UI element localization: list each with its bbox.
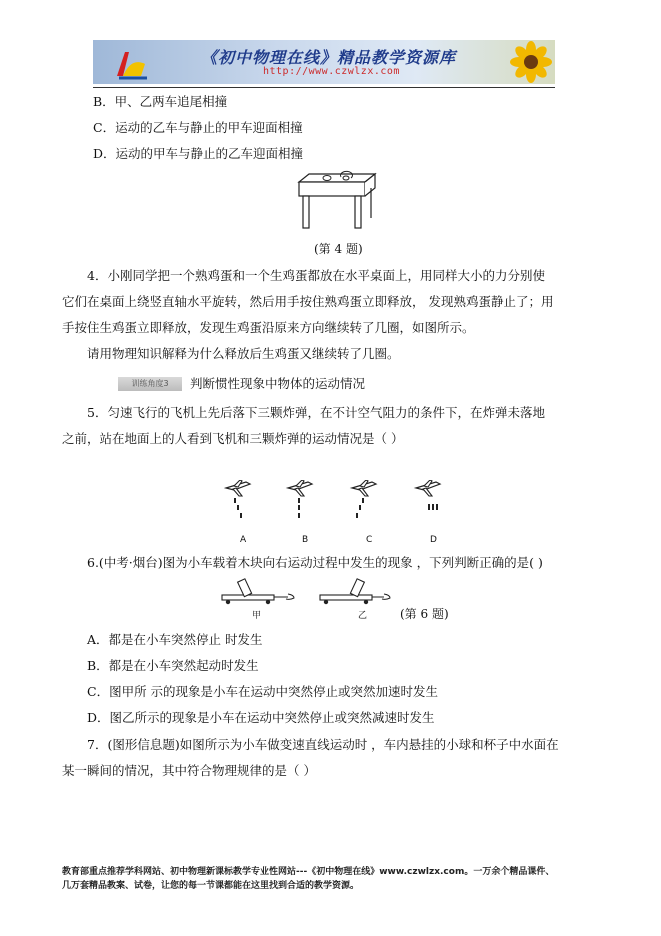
footer-line-2: 几万套精品教案、试卷，让您的每一节课都能在这里找到合适的教学资源。 [62, 881, 360, 891]
q5-option-a-label: A [240, 535, 247, 545]
q4-line-3: 手按住生鸡蛋立即释放，发现生鸡蛋沿原来方向继续转了几圈，如图所示。 [62, 320, 475, 335]
q5-line-1: 5．匀速飞行的飞机上先后落下三颗炸弹，在不计空气阻力的条件下，在炸弹未落地 [87, 405, 545, 420]
cart-yi-icon [320, 579, 390, 604]
q3-option-d: D．运动的甲车与静止的乙车迎面相撞 [93, 146, 304, 161]
q5-option-d-label: D [430, 535, 437, 545]
header-rule [93, 87, 555, 88]
q7-line-2: 某一瞬间的情况，其中符合物理规律的是（ ） [62, 763, 316, 778]
option-a-plane-icon [226, 480, 250, 518]
q3-option-b: B．甲、乙两车追尾相撞 [93, 94, 228, 109]
figure-4-caption: (第 4 题) [314, 242, 363, 256]
banner-title: 《初中物理在线》精品教学资源库 [201, 48, 457, 67]
option-d-plane-icon [416, 480, 440, 510]
q5-option-b-label: B [302, 535, 309, 545]
site-logo-icon [111, 42, 151, 82]
q6-fig-yi-label: 乙 [358, 611, 368, 621]
section-tag: 训练角度3 [118, 377, 182, 391]
q7-line-1: 7．(图形信息题)如图所示为小车做变速直线运动时 ，车内悬挂的小球和杯子中水面在 [87, 737, 559, 752]
q6-option-d: D．图乙所示的现象是小车在运动中突然停止或突然减速时发生 [87, 710, 435, 725]
option-b-plane-icon [288, 480, 312, 518]
q6-option-a: A．都是在小车突然停止 时发生 [87, 632, 263, 647]
q6-option-b: B．都是在小车突然起动时发生 [87, 658, 259, 673]
footer-line-1: 教育部重点推荐学科网站、初中物理新课标教学专业性网站---《初中物理在线》www.czwlzx.com。一万余个精品课件、 [62, 867, 555, 877]
q4-line-4: 请用物理知识解释为什么释放后生鸡蛋又继续转了几圈。 [87, 346, 400, 361]
q5-option-c-label: C [366, 535, 373, 545]
page-footer [62, 865, 622, 893]
cart-jia-icon [222, 579, 294, 604]
header-banner [93, 40, 555, 84]
q6-fig-jia-label: 甲 [252, 611, 262, 621]
q6-option-c: C．图甲所 示的现象是小车在运动中突然停止或突然加速时发生 [87, 684, 439, 699]
q3-option-c: C．运动的乙车与静止的甲车迎面相撞 [93, 120, 303, 135]
q5-figures [224, 480, 464, 524]
option-c-plane-icon [352, 480, 376, 518]
figure-6-caption: (第 6 题) [400, 607, 449, 621]
q5-line-2: 之前，站在地面上的人看到飞机和三颗炸弹的运动情况是（ ） [62, 431, 404, 446]
q6-figures [218, 577, 398, 607]
q4-line-1: 4．小刚同学把一个熟鸡蛋和一个生鸡蛋都放在水平桌面上，用同样大小的力分别使 [87, 268, 545, 283]
q6-stem: 6.(中考·烟台)图为小车载着木块向右运动过程中发生的现象 ，下列判断正确的是( ) [87, 555, 543, 570]
q4-line-2: 它们在桌面上绕竖直轴水平旋转，然后用手按住熟鸡蛋立即释放， 发现熟鸡蛋静止了；用 [62, 294, 554, 309]
figure-4-table [295, 170, 377, 232]
section-title: 判断惯性现象中物体的运动情况 [190, 376, 366, 391]
sunflower-icon [501, 40, 555, 84]
banner-url[interactable]: http://www.czwlzx.com [263, 66, 400, 77]
